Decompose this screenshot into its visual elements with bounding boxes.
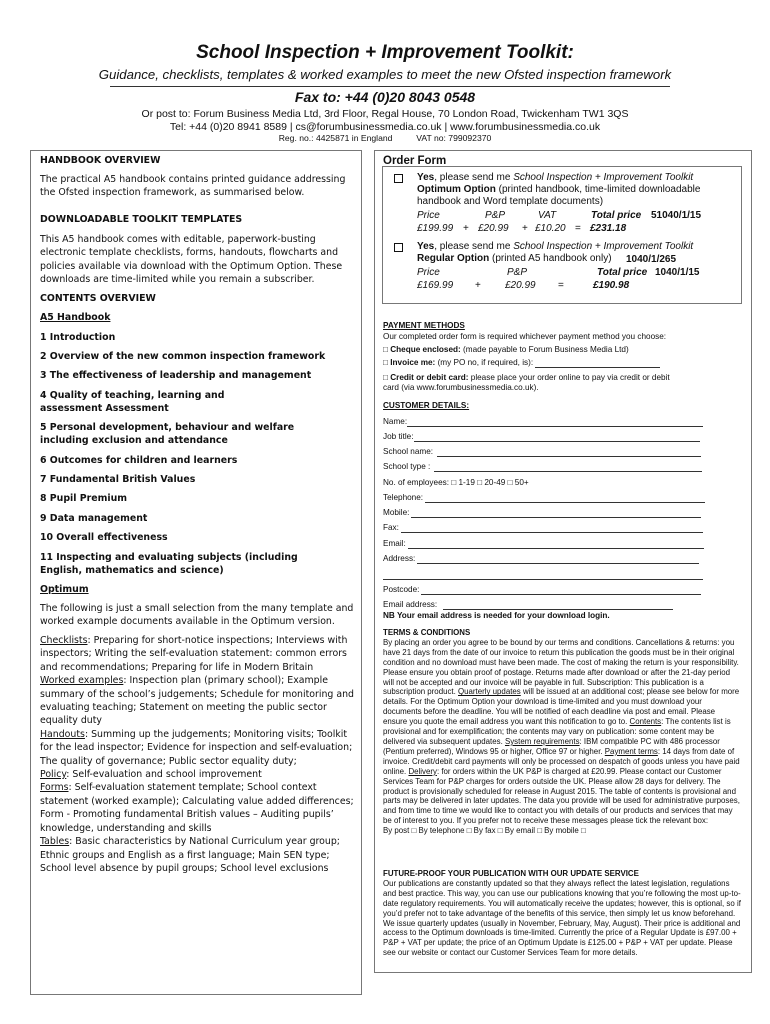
- please-send-text: , please send me: [434, 241, 514, 252]
- chapter-item: 5 Personal development, behaviour and welfare including exclusion and attendance: [40, 422, 295, 447]
- pp-label: P&P: [485, 210, 506, 221]
- regular-option-text: [417, 241, 732, 265]
- equals-sign: =: [558, 280, 564, 291]
- optimum-item: [40, 781, 358, 835]
- chapter-item: 8 Pupil Premium: [40, 493, 128, 504]
- optimum-intro: The following is just a small selection from the many template and worked example documents available in the Optimum version.: [40, 603, 354, 628]
- school-name-input[interactable]: [437, 447, 701, 457]
- card-label: Credit or debit card:: [390, 373, 469, 382]
- optimum-item-label: Forms: [40, 782, 69, 794]
- school-name-label: School name:: [383, 447, 434, 456]
- address-field-row: [383, 554, 699, 564]
- mobile-label: Mobile:: [383, 508, 410, 517]
- optimum-item-list: [40, 634, 358, 875]
- address-input[interactable]: [417, 554, 699, 564]
- page-title: School Inspection + Improvement Toolkit:: [196, 42, 574, 63]
- templates-text: This A5 handbook comes with editable, paperwork-busting electronic template checklists, forms, handouts, flowcharts and policies available via download with the Optimum Option. These downloads are time-limited while you remain a subscriber.: [40, 234, 343, 286]
- regular-product-code: 1040/1/265: [626, 254, 677, 265]
- cheque-text: (made payable to Forum Business Media Ltd): [460, 345, 629, 354]
- overview-text: The practical A5 handbook contains printed guidance addressing the Ofsted inspection framework, as summarised below.: [40, 174, 346, 199]
- product-name: School Inspection + Improvement Toolkit: [513, 172, 694, 183]
- chapter-item: 3 The effectiveness of leadership and management: [40, 370, 312, 381]
- registration-line: Reg. no.: 4425871 in England VAT no: 799092370: [278, 133, 492, 143]
- order-form-heading: Order Form: [383, 155, 447, 167]
- postal-address: Or post to: Forum Business Media Ltd, 3rd Floor, Regal House, 70 London Road, Twickenham TW1 3QS: [141, 108, 629, 120]
- postcode-field-row: [383, 585, 701, 595]
- chapter-item: 11 Inspecting and evaluating subjects (including English, mathematics and science): [40, 552, 298, 577]
- regular-price: £169.99: [417, 280, 454, 291]
- optimum-total: £231.18: [590, 223, 627, 234]
- contact-optout-options[interactable]: By post □ By telephone □ By fax □ By email □ By mobile □: [383, 826, 586, 836]
- employees-options[interactable]: No. of employees: □ 1-19 □ 20-49 □ 50+: [383, 478, 529, 487]
- optimum-option-text: [417, 172, 732, 208]
- card-option[interactable]: □ Credit or debit card: please place your order online to pay via credit or debit card (via www.forumbusinessmedia.co.uk).: [383, 373, 670, 393]
- optimum-item-label: Tables: [40, 836, 70, 848]
- cheque-option[interactable]: □ Cheque enclosed: (made payable to Forum Business Media Ltd): [383, 345, 629, 354]
- option-kind: Optimum Option: [417, 184, 496, 195]
- payment-heading: PAYMENT METHODS: [383, 321, 465, 330]
- card-text: please place your order online to pay via credit or debit card (via www.forumbusinessmedia.co.uk).: [383, 373, 670, 393]
- regular-option-checkbox[interactable]: [394, 243, 403, 252]
- optimum-option-checkbox[interactable]: [394, 174, 403, 183]
- optimum-item-label: Policy: [40, 769, 67, 781]
- optimum-heading: Optimum: [40, 584, 89, 595]
- optimum-product-code: 51040/1/15: [651, 210, 702, 221]
- plus-sign: +: [475, 280, 481, 291]
- invoice-option[interactable]: □ Invoice me: (my PO no, if required, is):: [383, 358, 660, 368]
- option-description: (printed A5 handbook only): [489, 253, 612, 264]
- name-input[interactable]: [407, 417, 703, 427]
- telephone-input[interactable]: [425, 493, 705, 503]
- option-kind: Regular Option: [417, 253, 490, 264]
- postcode-input[interactable]: [421, 585, 701, 595]
- yes-label: Yes: [417, 241, 435, 252]
- address-line-2[interactable]: [383, 570, 703, 580]
- optimum-item: [40, 634, 358, 674]
- terms-section: [383, 628, 741, 836]
- telephone-field-row: [383, 493, 705, 503]
- postcode-label: Postcode:: [383, 585, 420, 594]
- optimum-vat: £10.20: [535, 223, 566, 234]
- address-label: Address:: [383, 554, 416, 563]
- invoice-label: Invoice me:: [390, 358, 436, 367]
- page-subtitle: Guidance, checklists, templates & worked examples to meet the new Ofsted inspection framework: [98, 67, 672, 82]
- optimum-item: [40, 728, 358, 768]
- regular-total: £190.98: [593, 280, 630, 291]
- school-type-input[interactable]: [434, 462, 702, 472]
- job-title-input[interactable]: [414, 432, 700, 442]
- price-label: Price: [417, 210, 440, 221]
- job-title-label: Job title:: [383, 432, 414, 441]
- email-label: Email:: [383, 539, 406, 548]
- name-label: Name:: [383, 417, 408, 426]
- regular-product-code-2: 1040/1/15: [655, 267, 700, 278]
- optimum-item-label: Worked examples: [40, 675, 124, 687]
- chapter-item: 4 Quality of teaching, learning and assessment Assessment: [40, 390, 225, 415]
- payment-intro: Our completed order form is required whichever payment method you choose:: [383, 332, 667, 341]
- chapter-item: 2 Overview of the new common inspection framework: [40, 351, 326, 362]
- chapter-item: 10 Overall effectiveness: [40, 532, 168, 543]
- optimum-item-text: : Self-evaluation and school improvement: [66, 769, 262, 781]
- optimum-item-text: : Inspection plan (primary school); Example summary of the school’s judgements; Schedule for monitoring and evaluating teaching; Statement on meeting the public sector equality duty: [40, 675, 354, 727]
- optimum-item-text: : Preparing for short-notice inspections; Interviews with inspectors; Writing the self-evaluation statement: common errors and recommendations; Preparing for life in Modern Britain: [40, 635, 348, 673]
- mobile-input[interactable]: [411, 508, 701, 518]
- optimum-item: [40, 768, 358, 781]
- chapter-item: 6 Outcomes for children and learners: [40, 455, 238, 466]
- contact-line: Tel: +44 (0)20 8941 8589 | cs@forumbusinessmedia.co.uk | www.forumbusinessmedia.co.uk: [169, 121, 601, 133]
- future-proof-section: [383, 869, 741, 958]
- po-number-field[interactable]: [535, 358, 660, 368]
- mobile-field-row: [383, 508, 701, 518]
- name-field-row: [383, 417, 703, 427]
- header-divider: [110, 86, 670, 87]
- plus-sign: +: [463, 223, 469, 234]
- telephone-label: Telephone:: [383, 493, 424, 502]
- equals-sign: =: [575, 223, 581, 234]
- pp-label: P&P: [507, 267, 528, 278]
- customer-heading: CUSTOMER DETAILS:: [383, 401, 470, 410]
- future-text: Our publications are constantly updated so that they always reflect the latest legislation, regulations and best practice. This way, you can use our publications knowing that you’re following the most up-to-date regulatory requirements. You will automatically receive the updates; however, this is optional, so if you’d prefer not to take advantage of the benefits of this service, then simply let us know beforehand. We issue quarterly updates (usually in November, February, May, August). Their price is additional and access to the Optimum downloads is time-limited. Currently the price of a Regular Update is £97.00 + P&P + VAT per update; the price of an Optimum Update is £125.00 + P&P + VAT per update. Please see our website or contact our Customer Services Team for more details.: [383, 878, 741, 958]
- optimum-pp: £20.99: [478, 223, 509, 234]
- email-input[interactable]: [408, 539, 704, 549]
- optimum-item-label: Handouts: [40, 728, 85, 740]
- fax-number: Fax to: +44 (0)20 8043 0548: [294, 89, 476, 105]
- job-title-field-row: [383, 432, 700, 442]
- price-label: Price: [417, 267, 440, 278]
- email-field-row: [383, 539, 704, 549]
- overview-heading: HANDBOOK OVERVIEW: [40, 155, 161, 166]
- chapter-item: 1 Introduction: [40, 332, 116, 343]
- total-price-label: Total price: [591, 210, 642, 221]
- optimum-item: [40, 674, 358, 728]
- email-address-field-row: [383, 600, 673, 610]
- optimum-item: [40, 835, 358, 875]
- fax-input[interactable]: [401, 523, 703, 533]
- product-name: School Inspection + Improvement Toolkit: [513, 241, 694, 252]
- fax-label: Fax:: [383, 523, 399, 532]
- contents-heading: CONTENTS OVERVIEW: [40, 293, 156, 304]
- templates-heading: DOWNLOADABLE TOOLKIT TEMPLATES: [40, 214, 243, 225]
- optimum-item-label: Checklists: [40, 635, 88, 646]
- optimum-item-text: : Summing up the judgements; Monitoring visits; Toolkit for the lead inspector; Evidence for inspection and self-evaluation; The quality of governance; Public sector equality duty;: [40, 728, 353, 767]
- plus-sign: +: [522, 223, 528, 234]
- chapter-item: 9 Data management: [40, 513, 148, 524]
- terms-body: By placing an order you agree to be bound by our terms and conditions. Cancellations & returns: you have 21 days from the date of our invoice to return this publication the goods must be in their original condition and no download must have been made. The cost of making the return is your responsibility. Please ensure you obtain proof of postage. Returns made after download or after the 21-day period will not be accepted and our invoice will be payable in full. Subscription: This publication is a subscription product. Quarterly updates will be issued at an additional cost; please see below for more details. For the Optimum Option your download is time-limited and you must download your documents before the deadline. You will be notified of each deadline via post and email. Please ensure you quote the email address you want this notification to go to. Contents: The contents list is provisional and for exemplification; the contents may vary on publication: some content may be delivered via subsequent updates. System requirements: IBM compatible PC with 486 processor (Pentium preferred), Windows 95 or higher, Office 97 or higher. Payment terms: 14 days from date of invoice. Credit/debit card payments will only be processed on despatch of goods unless you have paid online. Delivery: for orders within the UK P&P is charged at £20.99. Please contact our Customer Services Team for P&P charges for orders outside the UK. Please allow 28 days for delivery. The product is provisionally scheduled for release in August 2015. The table of contents is provisional and parts may be delivered in later updates. The data you provide will be used for administrative purposes, and from time to time we would like to contact you with details of our products and services that may be of interest to you. If you prefer not to receive these messages please tick the relevant box:: [383, 637, 740, 826]
- terms-heading: TERMS & CONDITIONS: [383, 628, 471, 637]
- invoice-text: (my PO no, if required, is):: [435, 358, 536, 367]
- fax-field-row: [383, 523, 703, 533]
- email-note: NB Your email address is needed for your download login.: [383, 611, 610, 620]
- school-type-field-row: [383, 462, 702, 472]
- optimum-item-text: : Basic characteristics by National Curriculum year group; Ethnic groups and English as a first language; Main SEN type; School level absence by pupil groups; School level exclusions: [40, 836, 340, 874]
- handbook-heading: A5 Handbook: [40, 312, 111, 323]
- school-name-field-row: [383, 447, 701, 457]
- optimum-item-text: : Self-evaluation statement template; School context statement (worked example); Calculating value added differences; Form - Promoting fundamental British values – Auditing pupils’ knowledge, understanding and skills: [40, 782, 354, 834]
- chapter-item: 7 Fundamental British Values: [40, 474, 196, 485]
- please-send-text: , please send me: [434, 172, 514, 183]
- cheque-label: Cheque enclosed:: [390, 345, 461, 354]
- option-description: (printed handbook, time-limited downloadable handbook and Word template documents): [417, 184, 701, 207]
- email-address-label: Email address:: [383, 600, 438, 609]
- email-address-input[interactable]: [443, 600, 673, 610]
- future-heading: FUTURE-PROOF YOUR PUBLICATION WITH OUR UPDATE SERVICE: [383, 869, 639, 878]
- total-price-label: Total price: [597, 267, 648, 278]
- yes-label: Yes: [417, 172, 435, 183]
- optimum-price: £199.99: [417, 223, 454, 234]
- vat-label: VAT: [538, 210, 557, 221]
- school-type-label: School type :: [383, 462, 431, 471]
- regular-pp: £20.99: [505, 280, 536, 291]
